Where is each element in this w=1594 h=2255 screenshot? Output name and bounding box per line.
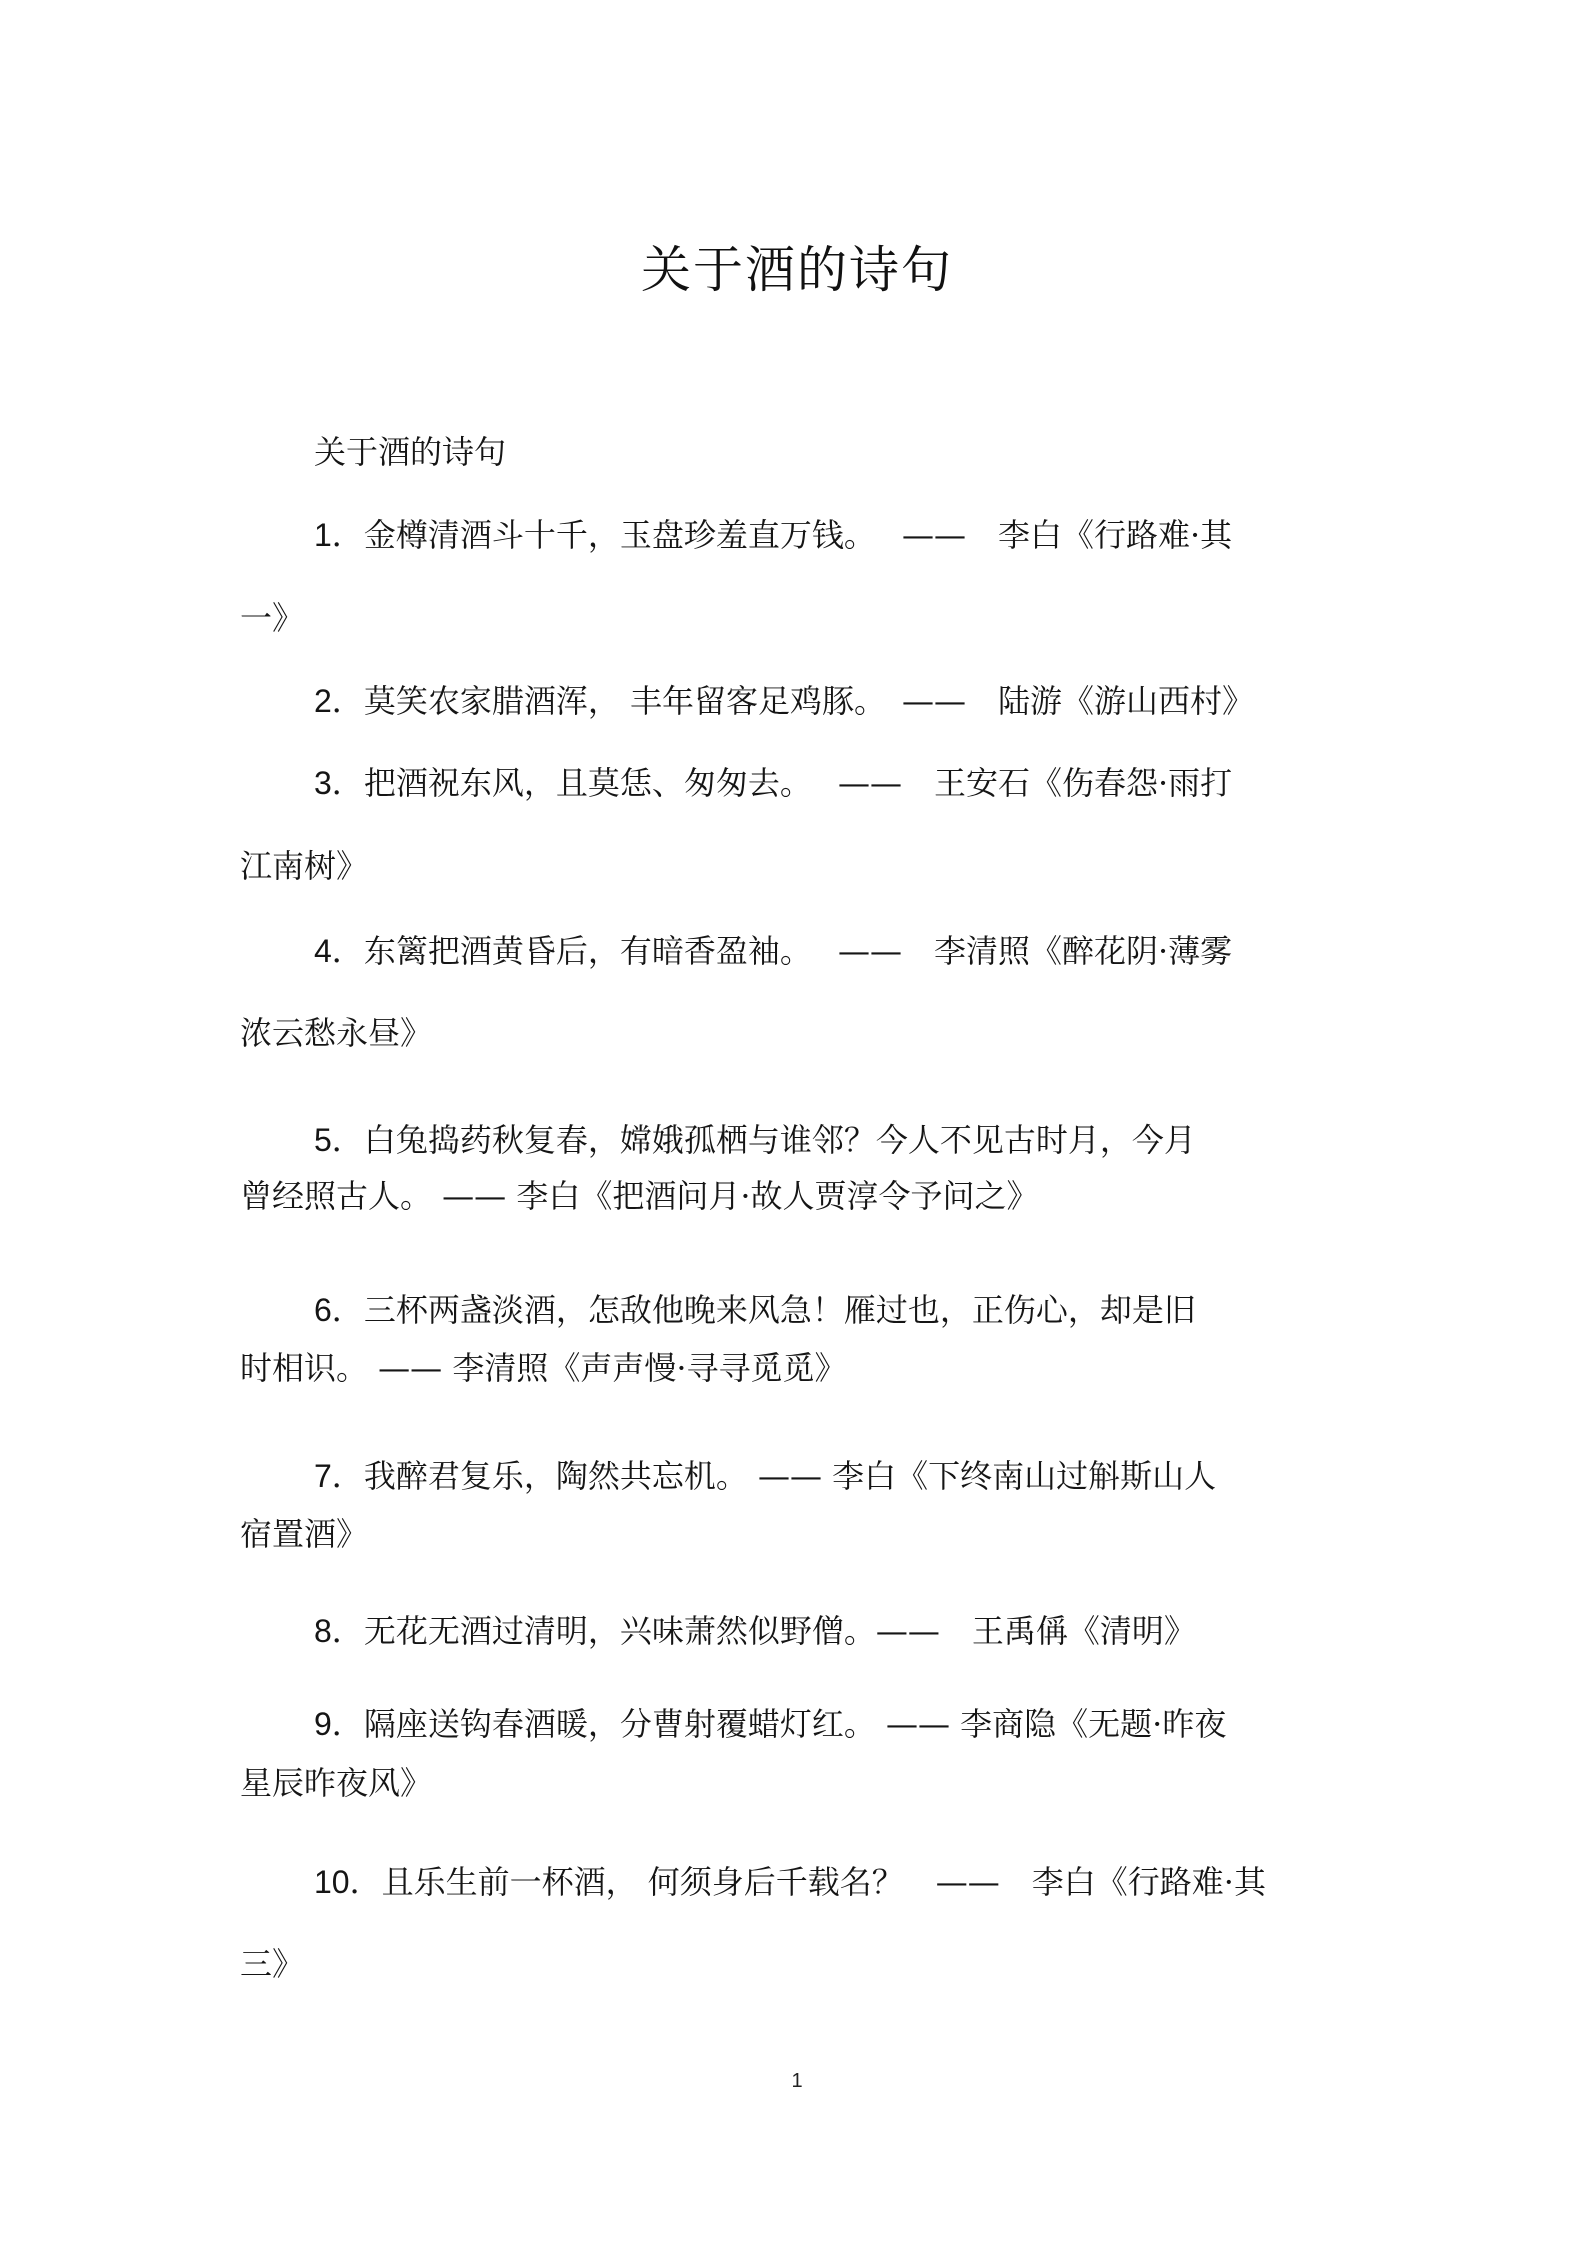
poem-line-9-cont: 星辰昨夜风》 xyxy=(240,1764,433,1802)
poem-line-10-cont: 三》 xyxy=(240,1945,305,1983)
item-number: 8． xyxy=(314,1613,364,1649)
poem-line-1 xyxy=(314,515,1232,555)
poem-line-7 xyxy=(314,1456,1216,1496)
item-number: 2． xyxy=(314,683,364,719)
poem-line-6 xyxy=(314,1290,1196,1330)
poem-text: 隔座送钩春酒暖，分曹射覆蜡灯红。 —— 李商隐《无题·昨夜 xyxy=(363,1705,1227,1743)
poem-text: 无花无酒过清明，兴味萧然似野僧。—— 王禹偁《清明》 xyxy=(363,1612,1196,1650)
poem-line-4 xyxy=(314,931,1232,971)
subtitle: 关于酒的诗句 xyxy=(314,433,507,471)
poem-text: 莫笑农家腊酒浑， 丰年留客足鸡豚。 —— 陆游《游山西村》 xyxy=(363,682,1254,720)
poem-line-7-cont: 宿置酒》 xyxy=(240,1515,369,1553)
item-number: 3． xyxy=(314,765,364,801)
poem-line-9 xyxy=(314,1704,1226,1744)
poem-line-5-cont: 曾经照古人。 —— 李白《把酒问月·故人贾淳令予问之》 xyxy=(240,1177,1039,1215)
poem-text: 把酒祝东风，且莫恁、匆匆去。 —— 王安石《伤春怨·雨打 xyxy=(363,764,1233,802)
document-title: 关于酒的诗句 xyxy=(641,241,953,299)
poem-text: 三杯两盏淡酒，怎敌他晚来风急！雁过也，正伤心，却是旧 xyxy=(363,1291,1196,1329)
poem-line-3 xyxy=(314,763,1232,803)
item-number: 1． xyxy=(314,517,364,553)
poem-line-5 xyxy=(314,1120,1196,1160)
item-number: 5． xyxy=(314,1122,364,1158)
poem-text: 东篱把酒黄昏后，有暗香盈袖。 —— 李清照《醉花阴·薄雾 xyxy=(363,932,1233,970)
poem-line-4-cont: 浓云愁永昼》 xyxy=(240,1014,433,1052)
item-number: 6． xyxy=(314,1292,364,1328)
poem-line-8 xyxy=(314,1611,1196,1651)
poem-line-2 xyxy=(314,681,1254,721)
item-number: 9． xyxy=(314,1706,364,1742)
item-number: 7． xyxy=(314,1458,364,1494)
poem-line-3-cont: 江南树》 xyxy=(240,847,369,885)
poem-line-1-cont: 一》 xyxy=(240,599,305,637)
poem-line-10 xyxy=(314,1862,1266,1902)
poem-text: 金樽清酒斗十千，玉盘珍羞直万钱。 —— 李白《行路难·其 xyxy=(363,516,1233,554)
item-number: 4． xyxy=(314,933,364,969)
page-number: 1 xyxy=(791,2070,803,2092)
poem-text: 我醉君复乐，陶然共忘机。 —— 李白《下终南山过斛斯山人 xyxy=(363,1457,1217,1495)
poem-text: 白兔捣药秋复春，嫦娥孤栖与谁邻？今人不见古时月，今月 xyxy=(363,1121,1196,1159)
poem-line-6-cont: 时相识。 —— 李清照《声声慢·寻寻觅觅》 xyxy=(240,1349,847,1387)
item-number: 10． xyxy=(314,1864,382,1900)
poem-text: 且乐生前一杯酒， 何须身后千载名？ —— 李白《行路难·其 xyxy=(381,1863,1266,1901)
